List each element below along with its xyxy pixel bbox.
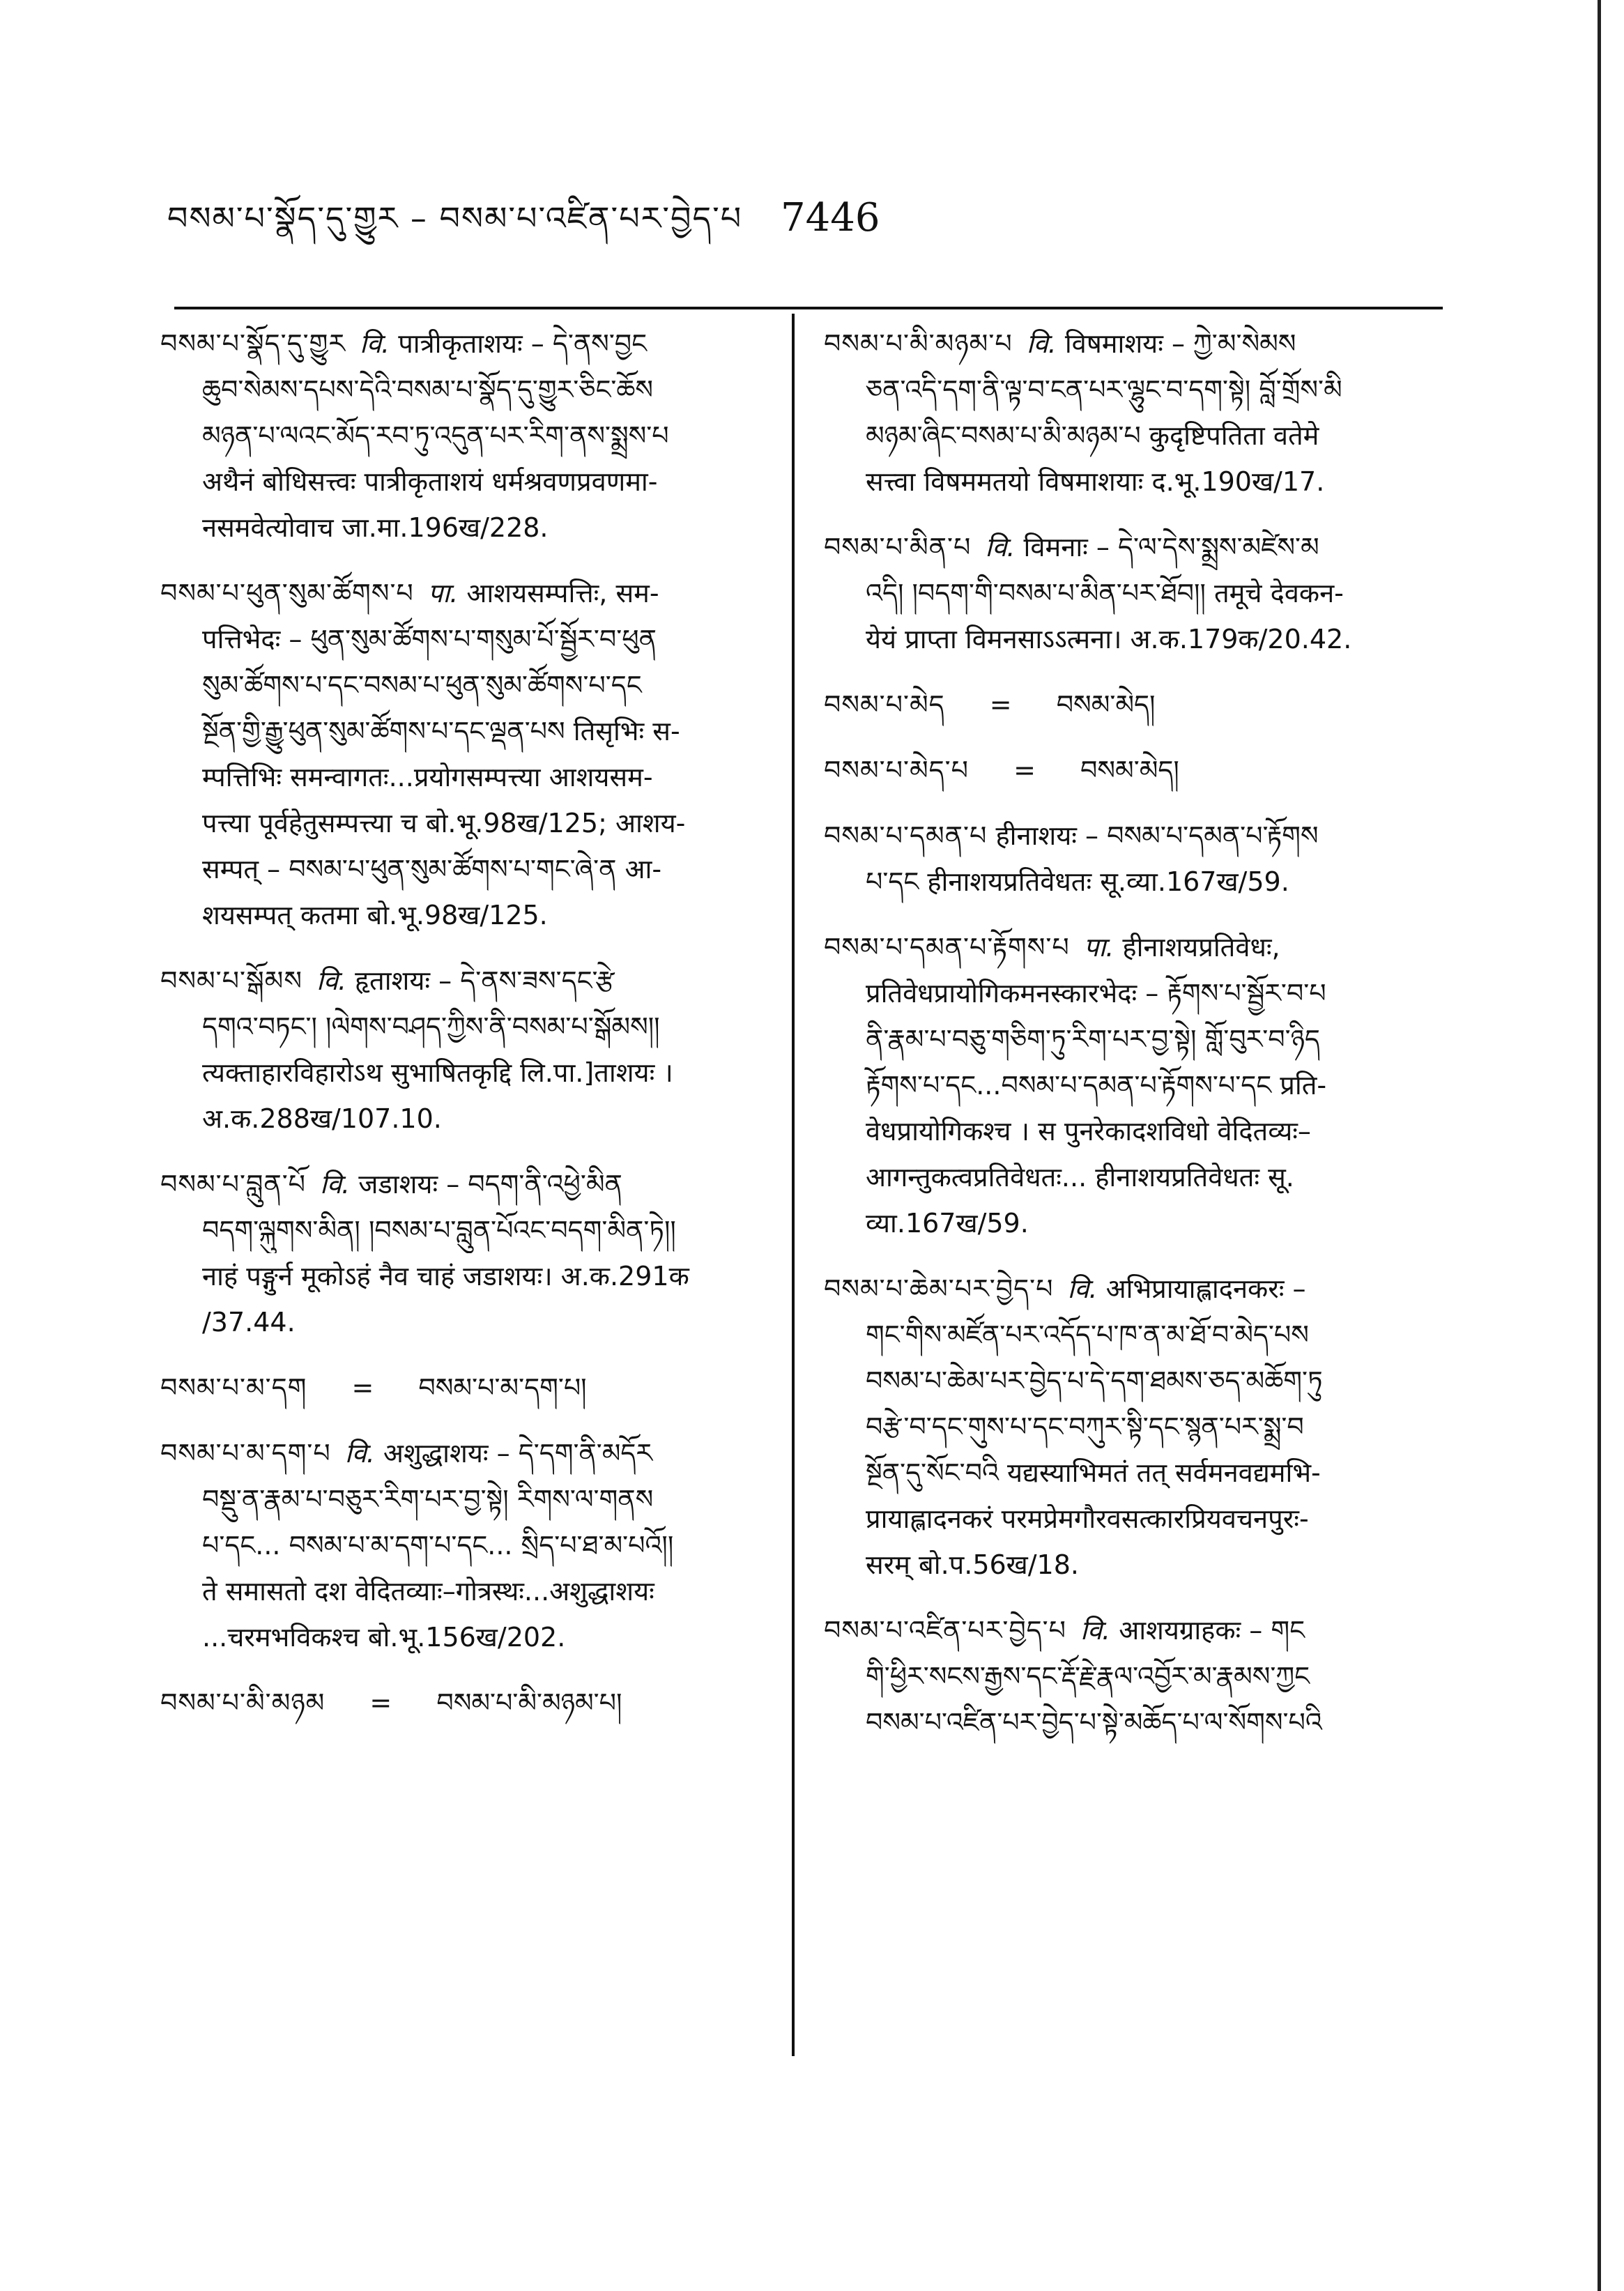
- entry-line: [824, 1450, 1465, 1496]
- dictionary-entry: [160, 1430, 802, 1660]
- entry-text: शयसम्पत् कतमा बो.भू.98ख/125.: [202, 900, 548, 930]
- entry-line: [824, 459, 1465, 505]
- entry-text: व्या.167ख/59.: [866, 1208, 1029, 1239]
- entry-line: [824, 1607, 1465, 1653]
- entry-text: अशुद्धाशयः – དེ་དག་ནི་མདོར: [383, 1438, 653, 1469]
- part-of-speech: पा.: [427, 578, 459, 608]
- entry-line: [824, 859, 1465, 905]
- entry-line: [160, 1299, 802, 1345]
- entry-line: [160, 367, 802, 413]
- headword: བསམ་པ་བླུན་པོ: [160, 1169, 307, 1200]
- entry-text: जडाशयः – བདག་ནི་འཕྱེ་མིན: [358, 1169, 622, 1200]
- entry-text: हीनाशयः – བསམ་པ་དམན་པ་རྟོགས: [995, 820, 1319, 851]
- headword: བསམ་པ་ཕུན་སུམ་ཚོགས་པ: [160, 578, 414, 608]
- dictionary-entry: [160, 1680, 802, 1726]
- equals-sign: =: [351, 1372, 374, 1403]
- running-head: བསམ་པ་སྣོད་དུ་གྱུར – བསམ་པ་འཛིན་པར་བྱེད་པ: [167, 199, 743, 237]
- dictionary-entry: [824, 1607, 1465, 1745]
- entry-text: བསམ་པ་ཆེམ་པར་བྱེད་པ་དེ་དག་ཐམས་ཅད་མཆོག་ཏུ: [866, 1365, 1323, 1396]
- dictionary-entry: [160, 570, 802, 938]
- entry-line: [160, 1096, 802, 1142]
- page-edge: [1598, 0, 1601, 2291]
- entry-text: पत्तिभेदः – ཕུན་སུམ་ཚོགས་པ་གསུམ་པོ་སྦྱོར་བ་ཕུན: [202, 624, 657, 654]
- entry-line: [160, 1430, 802, 1476]
- header-rule: [174, 307, 1443, 309]
- entry-text: आशयसम्पत्तिः, सम-: [466, 578, 659, 608]
- entry-line: [160, 846, 802, 892]
- entry-line: [160, 1522, 802, 1568]
- headword: བསམ་པ་མི་མཉམ་པ: [824, 328, 1013, 359]
- entry-text: अभिप्रायाह्लादनकरः –: [1105, 1273, 1306, 1304]
- entry-line: [160, 459, 802, 505]
- headword: བསམ་པ་མ་དག་པ: [160, 1438, 331, 1469]
- entry-line: [824, 1542, 1465, 1588]
- entry-line: [160, 1161, 802, 1207]
- entry-line: [824, 616, 1465, 662]
- entry-text: सम्पत् – བསམ་པ་ཕུན་སུམ་ཚོགས་པ་གང་ཞེ་ན आ-: [202, 854, 662, 884]
- entry-line: [160, 800, 802, 846]
- headword: བསམ་པ་སྣོད་དུ་གྱུར: [160, 328, 346, 359]
- entry-text: འདི། །བདག་གི་བསམ་པ་མིན་པར་ཐོབ།། तमूचे देवकन-: [866, 578, 1344, 608]
- entry-text: आगन्तुकत्वप्रतिवेधतः... हीनाशयप्रतिवेधतः सू.: [866, 1162, 1294, 1193]
- part-of-speech: वि.: [985, 532, 1016, 562]
- entry-line: [160, 662, 802, 708]
- dictionary-entry: [160, 1365, 802, 1411]
- entry-line: [824, 1404, 1465, 1450]
- entry-text: སྔོན་དུ་སོང་བའི यद्यस्याभिमतं तत् सर्वमनवद्यमभि-: [866, 1457, 1321, 1488]
- dictionary-entry: [824, 813, 1465, 905]
- entry-text: /37.44.: [202, 1307, 296, 1338]
- headword: བསམ་པ་མི་མཉམ: [160, 1687, 325, 1718]
- entry-line: [824, 1312, 1465, 1358]
- entry-text: म्पत्तिभिः समन्वागतः...प्रयोगसम्पत्त्या आशयसम-: [202, 762, 653, 792]
- part-of-speech: पा.: [1083, 932, 1114, 963]
- cross-reference: བསམ་པ་མི་མཉམ་པ།: [436, 1687, 622, 1718]
- entry-line: [824, 1699, 1465, 1745]
- entry-text: प्रतिवेधप्रायोगिकमनस्कारभेदः – རྟོགས་པ་སྦྱོར་བ་པ: [866, 978, 1326, 1009]
- entry-text: བསམ་པ་འཛིན་པར་བྱེད་པ་སྟེ་མཆོད་པ་ལ་སོགས་པའི: [866, 1707, 1322, 1738]
- headword: བསམ་པ་མིན་པ: [824, 532, 972, 562]
- right-column: [824, 321, 1465, 1765]
- entry-line: [160, 1365, 802, 1411]
- entry-line: [160, 754, 802, 800]
- headword: བསམ་པ་མེད: [824, 689, 945, 720]
- entry-line: [824, 682, 1465, 728]
- entry-text: विषमाशयः – ཀྱེ་མ་སེམས: [1064, 328, 1296, 359]
- entry-text: पात्रीकृताशयः – དེ་ནས་བྱང: [398, 328, 648, 359]
- entry-text: ནི་རྣམ་པ་བཅུ་གཅིག་ཏུ་རིག་པར་བྱ་སྟེ། གློ་བུར་བ་ཉིད: [866, 1024, 1320, 1055]
- entry-line: [824, 1016, 1465, 1062]
- part-of-speech: वि.: [320, 1169, 351, 1200]
- entry-line: [160, 1050, 802, 1096]
- entry-line: [160, 1253, 802, 1299]
- entry-text: नसमवेत्योवाच जा.मा.196ख/228.: [202, 512, 549, 543]
- entry-text: ཆུབ་སེམས་དཔས་དེའི་བསམ་པ་སྣོད་དུ་གྱུར་ཅིང་ཆོས: [202, 374, 654, 405]
- entry-text: सरम् बो.प.56ख/18.: [866, 1549, 1079, 1580]
- entry-text: वेधप्रायोगिकश्च । स पुनरेकादशविधो वेदितव्यः–: [866, 1116, 1311, 1147]
- entry-line: [160, 892, 802, 938]
- entry-line: [160, 413, 802, 459]
- dictionary-entry: [824, 747, 1465, 793]
- entry-line: [824, 1062, 1465, 1108]
- dictionary-entry: [824, 321, 1465, 505]
- part-of-speech: वि.: [316, 965, 347, 996]
- entry-line: [824, 1653, 1465, 1699]
- entry-text: त्यक्ताहारविहारोऽथ सुभाषितकृद्दि लि.पा.]ताशयः ।: [202, 1057, 673, 1088]
- entry-text: ཅན་འདི་དག་ནི་ལྟ་བ་ངན་པར་ལྷུང་བ་དག་སྟེ། བློ་གྲོས་མི: [866, 374, 1342, 405]
- part-of-speech: वि.: [344, 1438, 375, 1469]
- entry-line: [824, 970, 1465, 1016]
- entry-line: [160, 570, 802, 616]
- entry-text: प्रायाह्लादनकरं परमप्रेमगौरवसत्कारप्रियवचनपुरः-: [866, 1503, 1309, 1534]
- entry-line: [160, 1476, 802, 1522]
- headword: བསམ་པ་ཆེམ་པར་བྱེད་པ: [824, 1273, 1054, 1304]
- entry-text: པ་དང... བསམ་པ་མ་དག་པ་དང... སྲིད་པ་ཐ་མ་པའོ།།: [202, 1530, 674, 1561]
- dictionary-entry: [824, 524, 1465, 662]
- entry-text: नाहं पङ्गुर्न मूकोऽहं नैव चाहं जडाशयः। अ.क.291क: [202, 1261, 689, 1292]
- entry-line: [824, 813, 1465, 859]
- headword: བསམ་པ་འཛིན་པར་བྱེད་པ: [824, 1615, 1067, 1646]
- entry-line: [160, 505, 802, 551]
- entry-text: ...चरमभविकश्च बो.भू.156ख/202.: [202, 1622, 566, 1653]
- entry-text: མཉམ་ཞིང་བསམ་པ་མི་མཉམ་པ कुदृष्टिपतिता वतेमे: [866, 420, 1319, 451]
- entry-text: བདག་ལྐུགས་མིན། །བསམ་པ་བླུན་པོའང་བདག་མིན་ཏེ།།: [202, 1215, 676, 1246]
- part-of-speech: वि.: [360, 328, 390, 359]
- entry-text: བརྩེ་བ་དང་གུས་པ་དང་བཀུར་སྟི་དང་སྙན་པར་སྨྲ་བ: [866, 1411, 1304, 1442]
- entry-text: སུམ་ཚོགས་པ་དང་བསམ་པ་ཕུན་སུམ་ཚོགས་པ་དང: [202, 670, 642, 700]
- entry-line: [160, 1680, 802, 1726]
- equals-sign: =: [369, 1687, 392, 1718]
- entry-line: [160, 958, 802, 1004]
- entry-text: येयं प्राप्ता विमनसाऽऽत्मना। अ.क.179क/20.42.: [866, 624, 1352, 654]
- entry-line: [160, 616, 802, 662]
- entry-line: [824, 570, 1465, 616]
- entry-line: [824, 747, 1465, 793]
- entry-line: [824, 321, 1465, 367]
- entry-text: མཉན་པ་ལའང་མོད་རབ་ཏུ་འདུན་པར་རིག་ནས་སྨྲས་པ: [202, 420, 669, 451]
- headword: བསམ་པ་དམན་པ: [824, 820, 988, 851]
- entry-text: རྟོགས་པ་དང...བསམ་པ་དམན་པ་རྟོགས་པ་དང प्रति-: [866, 1070, 1327, 1101]
- entry-text: हीनाशयप्रतिवेधः,: [1122, 932, 1280, 963]
- entry-text: विमनाः – དེ་ལ་དེས་སྨྲས་མཛེས་མ: [1023, 532, 1319, 562]
- entry-line: [824, 1358, 1465, 1404]
- cross-reference: བསམ་མེད།: [1080, 755, 1179, 786]
- entry-line: [824, 1496, 1465, 1542]
- entry-text: पत्त्या पूर्वहेतुसम्पत्त्या च बो.भू.98ख/125; आशय-: [202, 808, 686, 838]
- entry-line: [824, 1266, 1465, 1312]
- cross-reference: བསམ་མེད།: [1056, 689, 1156, 720]
- dictionary-entry: [160, 958, 802, 1142]
- entry-line: [824, 1200, 1465, 1246]
- dictionary-entry: [824, 1266, 1465, 1588]
- entry-text: ते समासतो दश वेदितव्याः–गोत्रस्थः...अशुद्धाशयः: [202, 1576, 654, 1607]
- entry-line: [160, 1568, 802, 1614]
- dictionary-entry: [160, 1161, 802, 1345]
- entry-text: हृताशयः – དེ་ནས་ཟས་དང་རྩེ: [355, 965, 615, 996]
- entry-text: सत्त्वा विषममतयो विषमाशयाः द.भू.190ख/17.: [866, 466, 1325, 497]
- entry-text: अथैनं बोधिसत्त्वः पात्रीकृताशयं धर्मश्रवणप्रवणमा-: [202, 466, 658, 497]
- entry-line: [824, 1108, 1465, 1154]
- equals-sign: =: [1013, 755, 1036, 786]
- running-header: [167, 187, 1436, 250]
- left-column: [160, 321, 802, 1745]
- equals-sign: =: [989, 689, 1012, 720]
- entry-line: [160, 1207, 802, 1253]
- entry-text: པ་དང हीनाशयप्रतिवेधतः सू.व्या.167ख/59.: [866, 866, 1289, 897]
- headword: བསམ་པ་དམན་པ་རྟོགས་པ: [824, 932, 1070, 963]
- entry-text: བསྡུ་ན་རྣམ་པ་བཅུར་རིག་པར་བྱ་སྟེ། རིགས་ལ་གནས: [202, 1484, 654, 1515]
- part-of-speech: वि.: [1080, 1615, 1111, 1646]
- entry-text: आशयग्राहकः – གང: [1119, 1615, 1305, 1646]
- cross-reference: བསམ་པ་མ་དག་པ།: [418, 1372, 587, 1403]
- dictionary-entry: [824, 682, 1465, 728]
- entry-line: [824, 524, 1465, 570]
- entry-line: [160, 1004, 802, 1050]
- entry-text: अ.क.288ख/107.10.: [202, 1103, 442, 1134]
- page-number: 7446: [781, 195, 880, 240]
- entry-line: [160, 321, 802, 367]
- entry-text: སྔོན་གྱི་རྒྱུ་ཕུན་སུམ་ཚོགས་པ་དང་ལྡན་པས तिसृभिः स-: [202, 716, 680, 746]
- entry-text: དགའ་བཏང་། །ལེགས་བཤད་ཀྱིས་ནི་བསམ་པ་སྒོམས།།: [202, 1011, 660, 1042]
- headword: བསམ་པ་སྒོམས: [160, 965, 302, 996]
- entry-text: གང་གིས་མཛོན་པར་འདོད་པ་ཁ་ན་མ་ཐོ་བ་མེད་པས: [866, 1319, 1309, 1350]
- dictionary-entry: [824, 924, 1465, 1246]
- entry-line: [824, 413, 1465, 459]
- entry-line: [160, 1614, 802, 1660]
- part-of-speech: वि.: [1067, 1273, 1098, 1304]
- entry-line: [824, 1154, 1465, 1200]
- dictionary-entry: [160, 321, 802, 551]
- headword: བསམ་པ་མ་དག: [160, 1372, 307, 1403]
- entry-line: [824, 924, 1465, 970]
- part-of-speech: वि.: [1026, 328, 1057, 359]
- entry-text: གི་ཕྱིར་སངས་རྒྱས་དང་རྡོ་རྗེ་རྣལ་འབྱོར་མ་རྣམས་ཀྱང: [866, 1661, 1310, 1692]
- headword: བསམ་པ་མེད་པ: [824, 755, 970, 786]
- entry-line: [160, 708, 802, 754]
- entry-line: [824, 367, 1465, 413]
